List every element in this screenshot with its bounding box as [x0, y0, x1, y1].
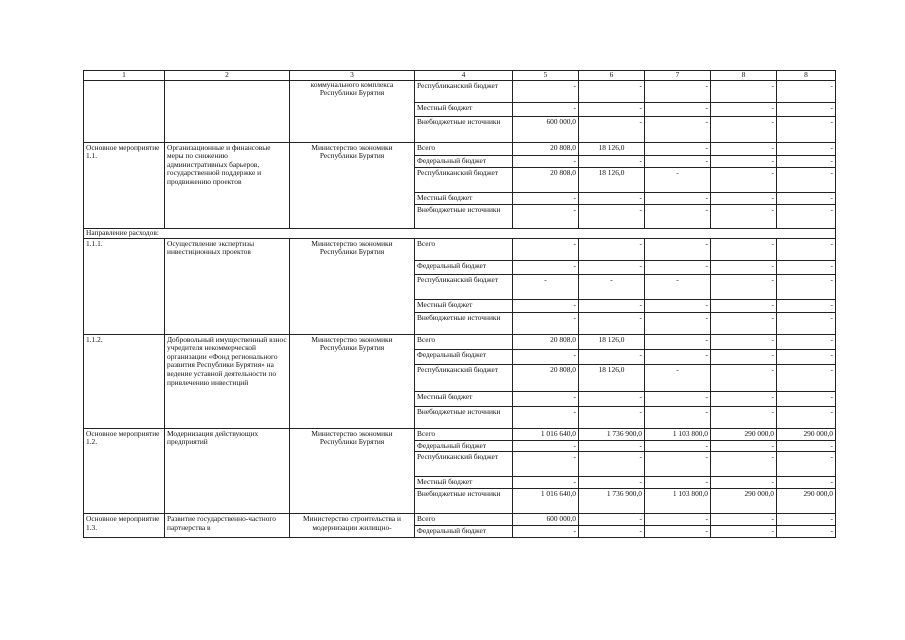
source-cell: Всего: [415, 142, 513, 155]
measure-code-cell: Основное мероприятие 1.3.: [84, 514, 165, 538]
value-cell: -: [579, 391, 645, 406]
value-cell: -: [645, 391, 711, 406]
measure-name-cell: [165, 80, 290, 142]
measure-name-cell: Модернизация действующих предприятий: [165, 428, 290, 514]
col-header: 3: [290, 71, 415, 81]
table-row: [84, 80, 836, 102]
value-cell: -: [711, 312, 777, 334]
value-cell: -: [579, 274, 645, 299]
value-cell: -: [645, 155, 711, 167]
value-cell: -: [777, 349, 836, 364]
value-cell: -: [645, 192, 711, 204]
value-cell: -: [579, 312, 645, 334]
value-cell: -: [513, 526, 579, 538]
source-cell: Местный бюджет: [415, 192, 513, 204]
item-code-cell: 1.1.1.: [84, 238, 165, 334]
executor-cell: Министерство экономики Республики Бурятия: [290, 428, 415, 514]
value-cell: -: [513, 238, 579, 260]
table-row: [84, 514, 836, 526]
source-cell: Всего: [415, 334, 513, 349]
value-cell: -: [777, 116, 836, 142]
value-cell: -: [645, 514, 711, 526]
value-cell: -: [645, 238, 711, 260]
value-cell: -: [645, 526, 711, 538]
item-name-cell: Добровольный имущественный взнос учредителя некоммерческой организации «Фонд регионального развития Республики Бурятия» на ведение уставной деятельности по привлечению инвестиций: [165, 334, 290, 428]
col-header: 1: [84, 71, 165, 81]
value-cell: -: [579, 260, 645, 274]
source-cell: Местный бюджет: [415, 299, 513, 312]
value-cell: -: [579, 299, 645, 312]
value-cell: -: [513, 204, 579, 228]
value-cell: -: [777, 204, 836, 228]
value-cell: -: [513, 477, 579, 489]
value-cell: -: [579, 204, 645, 228]
value-cell: 290 000,0: [777, 428, 836, 440]
value-cell: -: [645, 116, 711, 142]
executor-cell: Министерство экономики Республики Бурятия: [290, 238, 415, 334]
measure-name-cell: Развитие государственно-частного партнерства в: [165, 514, 290, 538]
source-cell: Местный бюджет: [415, 477, 513, 489]
value-cell: -: [777, 334, 836, 349]
value-cell: -: [777, 274, 836, 299]
item-code-cell: 1.1.2.: [84, 334, 165, 428]
table-row: [84, 428, 836, 440]
value-cell: 1 103 800,0: [645, 489, 711, 514]
value-cell: -: [645, 274, 711, 299]
col-header: 8: [777, 71, 836, 81]
value-cell: -: [645, 364, 711, 391]
source-cell: Республиканский бюджет: [415, 364, 513, 391]
source-cell: Всего: [415, 238, 513, 260]
value-cell: 290 000,0: [711, 489, 777, 514]
value-cell: -: [711, 260, 777, 274]
executor-cell: Министерство строительства и модернизации жилищно-: [290, 514, 415, 538]
value-cell: -: [711, 452, 777, 477]
value-cell: -: [645, 349, 711, 364]
source-cell: Федеральный бюджет: [415, 440, 513, 452]
value-cell: -: [711, 349, 777, 364]
table-row: [84, 334, 836, 349]
item-name-cell: Осуществление экспертизы инвестиционных проектов: [165, 238, 290, 334]
value-cell: 600 000,0: [513, 514, 579, 526]
value-cell: -: [579, 102, 645, 116]
value-cell: -: [777, 526, 836, 538]
value-cell: -: [579, 349, 645, 364]
table-row: [84, 238, 836, 260]
source-cell: Внебюджетные источники: [415, 489, 513, 514]
value-cell: -: [513, 349, 579, 364]
value-cell: -: [645, 477, 711, 489]
value-cell: -: [579, 440, 645, 452]
value-cell: -: [711, 155, 777, 167]
value-cell: 600 000,0: [513, 116, 579, 142]
value-cell: -: [711, 406, 777, 428]
value-cell: 1 736 900,0: [579, 428, 645, 440]
value-cell: -: [513, 274, 579, 299]
value-cell: -: [777, 260, 836, 274]
value-cell: 290 000,0: [777, 489, 836, 514]
value-cell: -: [579, 452, 645, 477]
value-cell: -: [645, 80, 711, 102]
value-cell: -: [711, 391, 777, 406]
value-cell: -: [645, 204, 711, 228]
value-cell: 20 808,0: [513, 364, 579, 391]
value-cell: -: [711, 80, 777, 102]
source-cell: Всего: [415, 514, 513, 526]
value-cell: -: [513, 260, 579, 274]
value-cell: -: [711, 142, 777, 155]
table-row: [84, 142, 836, 155]
value-cell: -: [777, 80, 836, 102]
value-cell: -: [711, 526, 777, 538]
value-cell: 1 103 800,0: [645, 428, 711, 440]
measure-name-cell: Организационные и финансовые меры по снижению административных барьеров, государственной поддержке и продвижению проектов: [165, 142, 290, 228]
source-cell: Республиканский бюджет: [415, 274, 513, 299]
executor-cell: коммунального комплекса Республики Бурятия: [290, 80, 415, 142]
value-cell: -: [777, 514, 836, 526]
value-cell: -: [777, 440, 836, 452]
value-cell: -: [777, 167, 836, 192]
value-cell: -: [777, 477, 836, 489]
value-cell: -: [645, 334, 711, 349]
value-cell: -: [513, 406, 579, 428]
source-cell: Республиканский бюджет: [415, 452, 513, 477]
value-cell: -: [777, 364, 836, 391]
value-cell: -: [579, 80, 645, 102]
source-cell: Республиканский бюджет: [415, 80, 513, 102]
value-cell: 18 126,0: [579, 364, 645, 391]
executor-cell: Министерство экономики Республики Бурятия: [290, 142, 415, 228]
value-cell: -: [645, 167, 711, 192]
value-cell: 290 000,0: [711, 428, 777, 440]
value-cell: -: [579, 406, 645, 428]
value-cell: 1 016 640,0: [513, 428, 579, 440]
value-cell: -: [711, 477, 777, 489]
value-cell: -: [579, 116, 645, 142]
value-cell: -: [711, 238, 777, 260]
value-cell: -: [711, 274, 777, 299]
value-cell: -: [513, 102, 579, 116]
value-cell: -: [777, 238, 836, 260]
value-cell: -: [711, 514, 777, 526]
value-cell: 1 736 900,0: [579, 489, 645, 514]
col-header: 2: [165, 71, 290, 81]
value-cell: 20 808,0: [513, 142, 579, 155]
value-cell: -: [777, 312, 836, 334]
col-header: 5: [513, 71, 579, 81]
value-cell: -: [645, 440, 711, 452]
header-row: [84, 71, 836, 81]
value-cell: -: [579, 155, 645, 167]
value-cell: 18 126,0: [579, 334, 645, 349]
value-cell: 1 016 640,0: [513, 489, 579, 514]
value-cell: -: [513, 440, 579, 452]
source-cell: Внебюджетные источники: [415, 116, 513, 142]
source-cell: Федеральный бюджет: [415, 526, 513, 538]
source-cell: Федеральный бюджет: [415, 155, 513, 167]
source-cell: Всего: [415, 428, 513, 440]
value-cell: -: [513, 155, 579, 167]
col-header: 6: [579, 71, 645, 81]
executor-cell: Министерство экономики Республики Бурятия: [290, 334, 415, 428]
value-cell: -: [645, 452, 711, 477]
measure-code-cell: Основное мероприятие 1.1.: [84, 142, 165, 228]
source-cell: Местный бюджет: [415, 391, 513, 406]
value-cell: -: [579, 526, 645, 538]
col-header: 7: [645, 71, 711, 81]
source-cell: Внебюджетные источники: [415, 406, 513, 428]
value-cell: -: [645, 260, 711, 274]
value-cell: -: [513, 312, 579, 334]
value-cell: -: [513, 452, 579, 477]
col-header: 8: [711, 71, 777, 81]
value-cell: -: [777, 452, 836, 477]
value-cell: -: [777, 391, 836, 406]
value-cell: 18 126,0: [579, 167, 645, 192]
value-cell: -: [579, 514, 645, 526]
source-cell: Внебюджетные источники: [415, 204, 513, 228]
value-cell: 20 808,0: [513, 167, 579, 192]
value-cell: -: [513, 192, 579, 204]
measure-code-cell: [84, 80, 165, 142]
direction-label: Направление расходов:: [84, 228, 836, 238]
value-cell: -: [711, 192, 777, 204]
value-cell: -: [711, 440, 777, 452]
value-cell: -: [777, 155, 836, 167]
value-cell: -: [711, 167, 777, 192]
value-cell: -: [777, 406, 836, 428]
value-cell: -: [777, 142, 836, 155]
value-cell: -: [711, 299, 777, 312]
value-cell: -: [711, 334, 777, 349]
table-row: [84, 228, 836, 238]
value-cell: -: [513, 391, 579, 406]
value-cell: -: [645, 142, 711, 155]
value-cell: -: [711, 204, 777, 228]
value-cell: -: [645, 406, 711, 428]
value-cell: -: [777, 299, 836, 312]
source-cell: Внебюджетные источники: [415, 312, 513, 334]
value-cell: -: [579, 238, 645, 260]
value-cell: -: [579, 477, 645, 489]
value-cell: -: [513, 299, 579, 312]
source-cell: Федеральный бюджет: [415, 349, 513, 364]
value-cell: -: [711, 364, 777, 391]
value-cell: -: [645, 312, 711, 334]
value-cell: 20 808,0: [513, 334, 579, 349]
budget-table: [83, 70, 836, 538]
value-cell: -: [513, 80, 579, 102]
source-cell: Федеральный бюджет: [415, 260, 513, 274]
source-cell: Местный бюджет: [415, 102, 513, 116]
value-cell: -: [711, 116, 777, 142]
value-cell: -: [711, 102, 777, 116]
measure-code-cell: Основное мероприятие 1.2.: [84, 428, 165, 514]
value-cell: -: [579, 192, 645, 204]
value-cell: -: [645, 299, 711, 312]
value-cell: 18 126,0: [579, 142, 645, 155]
col-header: 4: [415, 71, 513, 81]
source-cell: Республиканский бюджет: [415, 167, 513, 192]
value-cell: -: [777, 192, 836, 204]
value-cell: -: [777, 102, 836, 116]
value-cell: -: [645, 102, 711, 116]
